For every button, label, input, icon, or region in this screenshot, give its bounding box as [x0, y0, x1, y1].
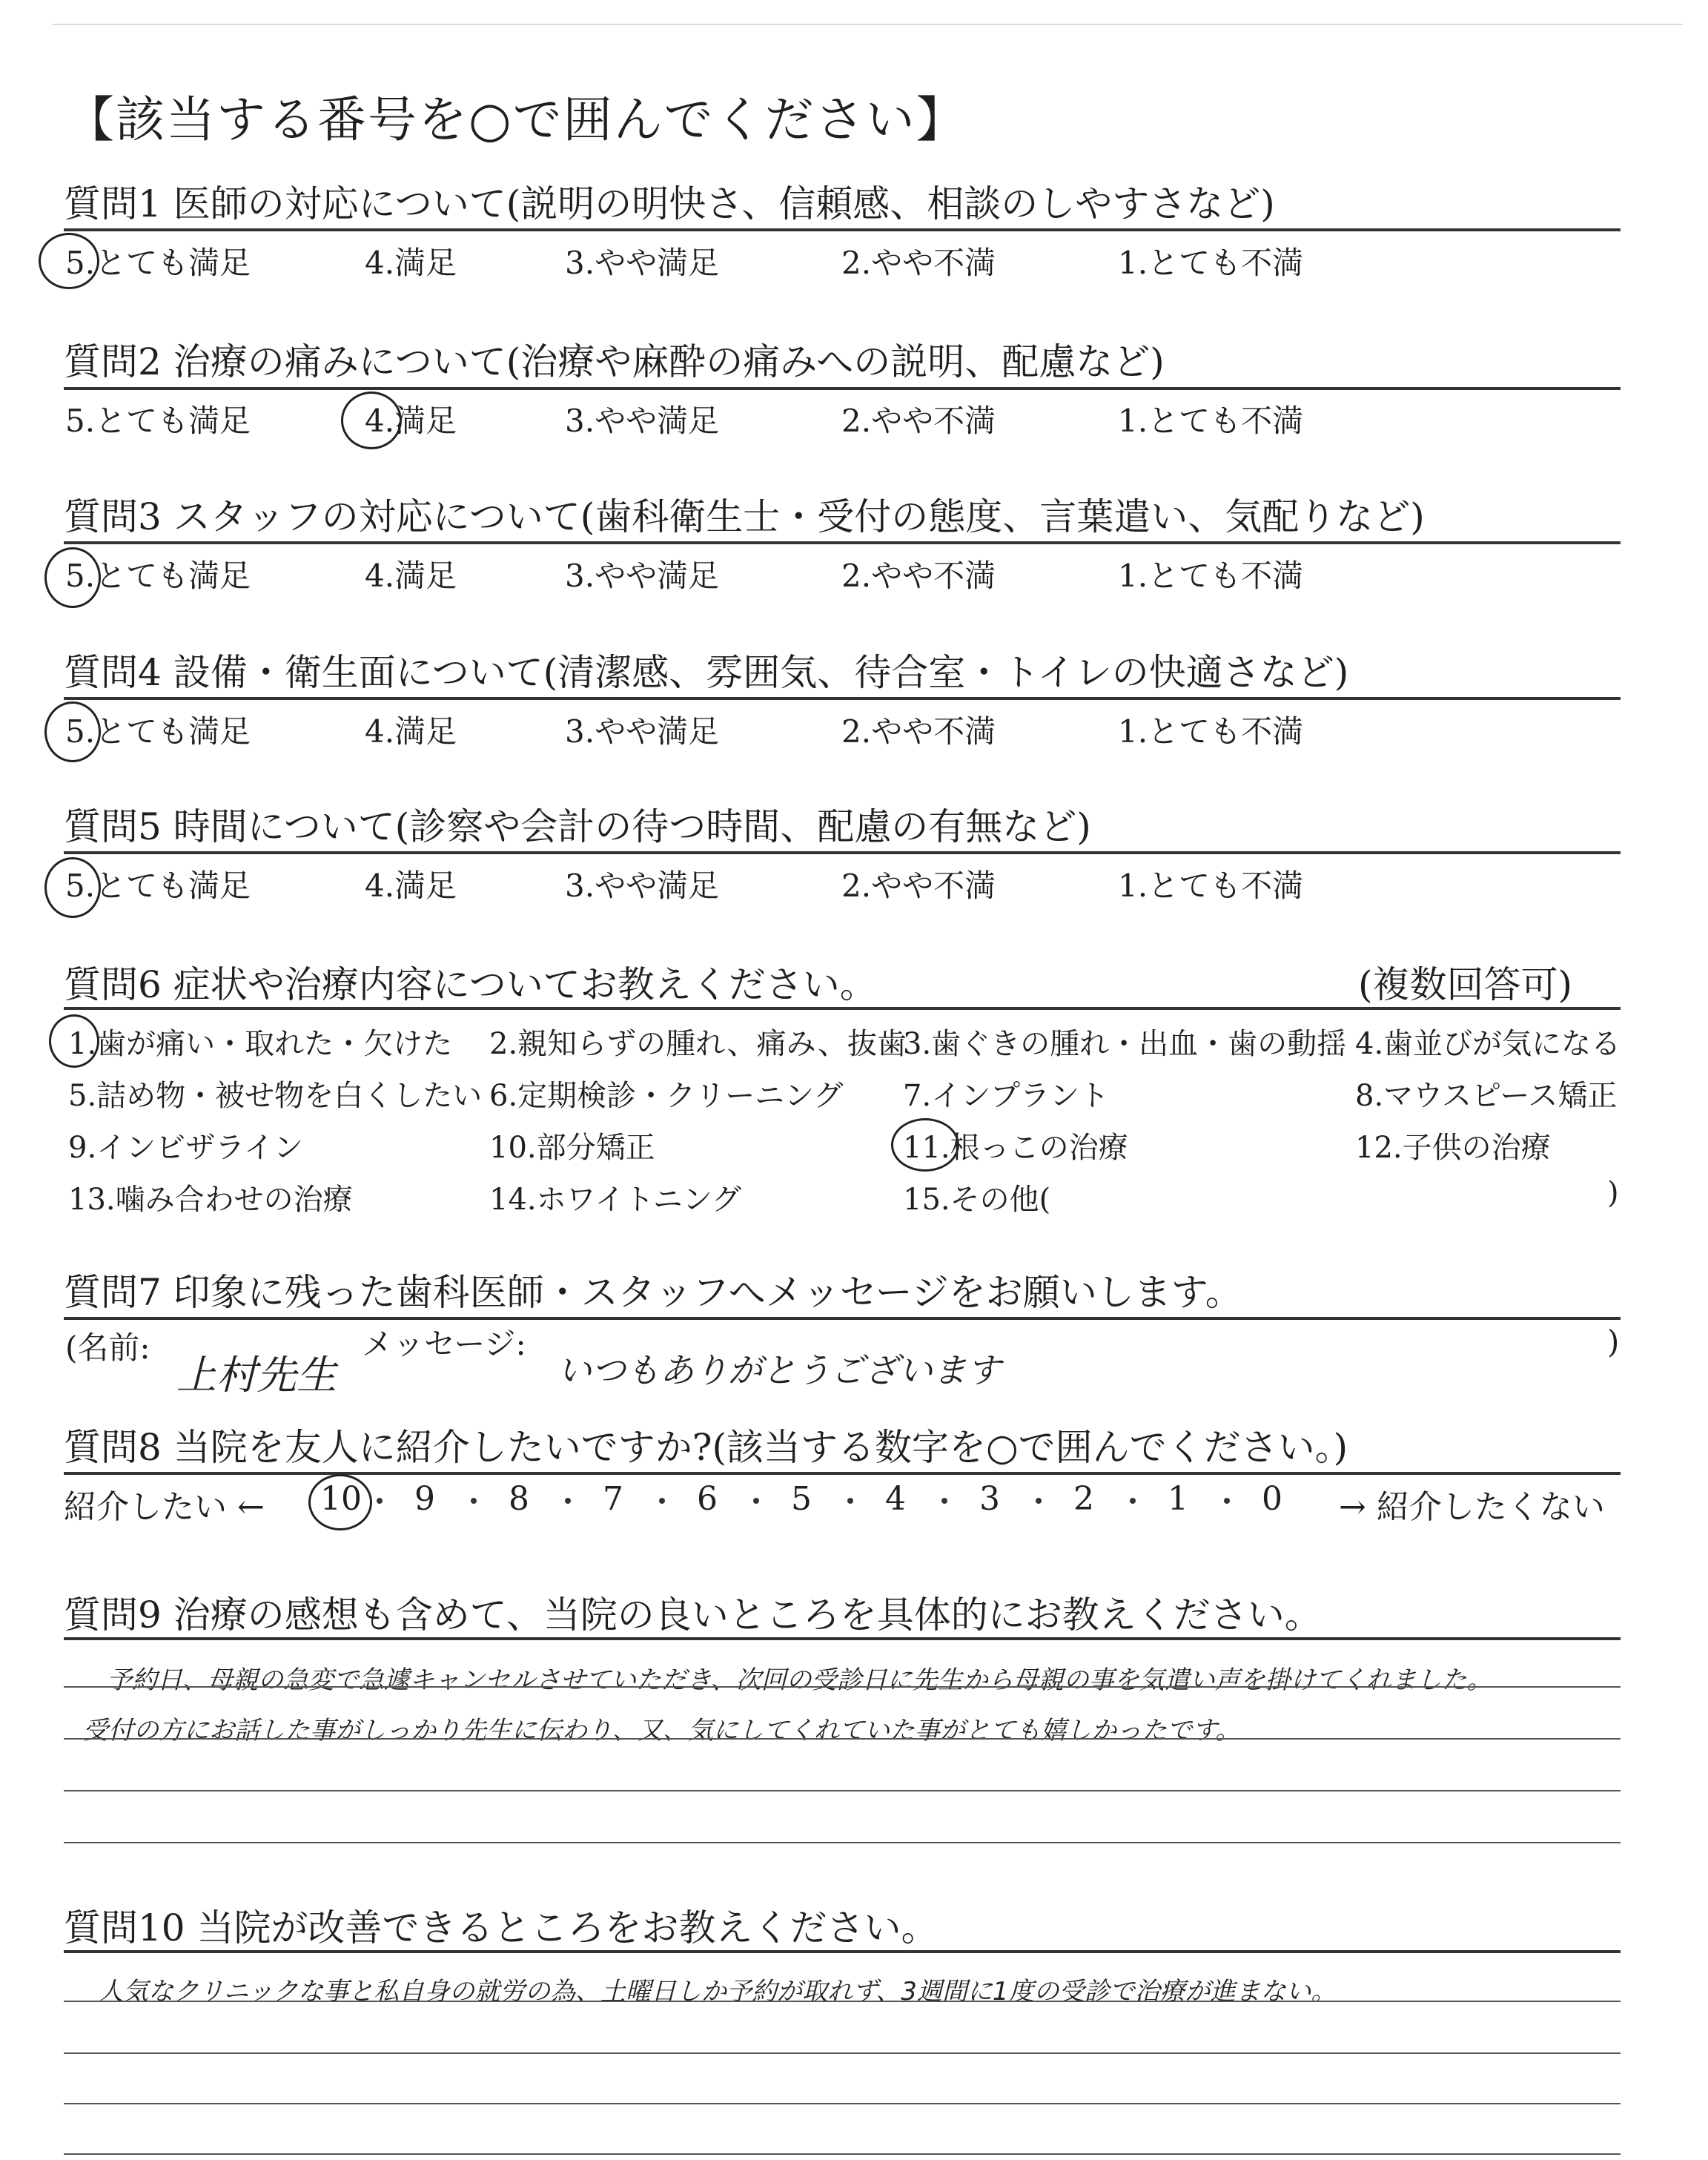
- question-7-rule: [64, 1317, 1621, 1320]
- q6-option-5[interactable]: 5.詰め物・被せ物を白くしたい: [68, 1079, 483, 1113]
- q8-separator-dot: [1036, 1498, 1042, 1504]
- q8-separator-dot: [847, 1498, 853, 1504]
- question-6-rule: [64, 1007, 1621, 1010]
- q3-option-4[interactable]: 4.満足: [365, 558, 457, 594]
- question-4-rule: [64, 697, 1621, 700]
- question-10-rule: [64, 1950, 1621, 1953]
- q5-option-4[interactable]: 4.満足: [365, 868, 457, 904]
- q8-scale-8[interactable]: 8: [509, 1480, 529, 1518]
- q3-option-3[interactable]: 3.やや満足: [565, 558, 720, 594]
- q8-separator-dot: [753, 1498, 759, 1504]
- q8-scale-0[interactable]: 0: [1262, 1480, 1282, 1518]
- q8-left-label: 紹介したい ←: [64, 1488, 265, 1526]
- q2-option-2[interactable]: 2.やや不満: [841, 403, 996, 439]
- q10-answer-rule-2: [64, 2052, 1621, 2054]
- q4-option-4[interactable]: 4.満足: [365, 713, 457, 750]
- q3-option-1[interactable]: 1.とても不満: [1118, 558, 1304, 594]
- question-3-rule: [64, 541, 1621, 544]
- question-1-label: 質問1 医師の対応について(説明の明快さ、信頼感、相談のしやすさなど): [64, 182, 1275, 225]
- q6-option-9[interactable]: 9.インビザライン: [68, 1131, 303, 1165]
- question-4-label: 質問4 設備・衛生面について(清潔感、雰囲気、待合室・トイレの快適さなど): [64, 651, 1349, 694]
- q8-separator-dot: [659, 1498, 665, 1504]
- q7-name-handwritten: 上村先生: [176, 1352, 337, 1398]
- q3-option-5[interactable]: 5.とても満足: [65, 558, 251, 594]
- q6-option-15[interactable]: 15.その他(: [903, 1183, 1051, 1217]
- question-5-label: 質問5 時間について(診察や会計の待つ時間、配慮の有無など): [64, 805, 1091, 848]
- q5-option-3[interactable]: 3.やや満足: [565, 868, 720, 904]
- q3-option-2[interactable]: 2.やや不満: [841, 558, 996, 594]
- question-5-rule: [64, 851, 1621, 854]
- q5-option-5[interactable]: 5.とても満足: [65, 868, 251, 904]
- q4-option-3[interactable]: 3.やや満足: [565, 713, 720, 750]
- q9-answer-rule-4: [64, 1842, 1621, 1843]
- q1-option-3[interactable]: 3.やや満足: [565, 245, 720, 281]
- q8-scale-4[interactable]: 4: [885, 1480, 906, 1518]
- q6-option-8[interactable]: 8.マウスピース矯正: [1355, 1079, 1618, 1113]
- q6-option-4[interactable]: 4.歯並びが気になる: [1355, 1027, 1621, 1061]
- q9-answer-rule-1: [64, 1686, 1621, 1688]
- q7-message-label: メッセージ:: [362, 1326, 526, 1362]
- q6-option-7[interactable]: 7.インプラント: [903, 1079, 1110, 1113]
- q8-separator-dot: [941, 1498, 947, 1504]
- question-9-label: 質問9 治療の感想も含めて、当院の良いところを具体的にお教えください。: [64, 1593, 1322, 1636]
- q7-close-paren: ): [1607, 1324, 1620, 1360]
- q8-right-label: → 紹介したくない: [1339, 1488, 1605, 1526]
- q1-selection-circle: [39, 233, 99, 289]
- q5-option-2[interactable]: 2.やや不満: [841, 868, 996, 904]
- q9-answer-line-1: 予約日、母親の急変で急遽キャンセルさせていただき、次回の受診日に先生から母親の事を気遣い声を掛けてくれました。: [107, 1665, 1492, 1695]
- q6-option-12[interactable]: 12.子供の治療: [1355, 1131, 1551, 1165]
- q8-scale-2[interactable]: 2: [1073, 1480, 1094, 1518]
- q1-option-5[interactable]: 5.とても満足: [65, 245, 251, 281]
- top-border: [52, 24, 1683, 25]
- q6-option-15-close: ): [1607, 1176, 1619, 1210]
- q6-option-1[interactable]: 1.歯が痛い・取れた・欠けた: [68, 1027, 453, 1061]
- q8-separator-dot: [377, 1498, 383, 1504]
- q1-option-4[interactable]: 4.満足: [365, 245, 457, 281]
- q8-scale-5[interactable]: 5: [791, 1480, 812, 1518]
- q2-selection-circle: [341, 392, 402, 449]
- q8-scale-1[interactable]: 1: [1168, 1480, 1188, 1518]
- q8-scale-9[interactable]: 9: [414, 1480, 435, 1518]
- q2-option-1[interactable]: 1.とても不満: [1118, 403, 1304, 439]
- q10-answer-rule-1: [64, 2001, 1621, 2002]
- question-7-label: 質問7 印象に残った歯科医師・スタッフへメッセージをお願いします。: [64, 1271, 1242, 1314]
- q4-option-2[interactable]: 2.やや不満: [841, 713, 996, 750]
- q10-answer-rule-3: [64, 2103, 1621, 2104]
- q6-selection-circle-11: [891, 1118, 959, 1172]
- q8-separator-dot: [1224, 1498, 1230, 1504]
- q5-selection-circle: [44, 857, 101, 918]
- question-8-rule: [64, 1472, 1621, 1475]
- q6-option-3[interactable]: 3.歯ぐきの腫れ・出血・歯の動揺: [903, 1027, 1347, 1061]
- question-6-label: 質問6 症状や治療内容についてお教えください。: [64, 963, 877, 1006]
- question-2-rule: [64, 387, 1621, 390]
- q2-option-5[interactable]: 5.とても満足: [65, 403, 251, 439]
- q2-option-3[interactable]: 3.やや満足: [565, 403, 720, 439]
- question-8-label: 質問8 当院を友人に紹介したいですか?(該当する数字を○で囲んでください。): [64, 1426, 1348, 1469]
- q8-scale-10[interactable]: 10: [320, 1480, 362, 1518]
- q8-scale-6[interactable]: 6: [697, 1480, 718, 1518]
- q9-answer-rule-2: [64, 1738, 1621, 1740]
- q3-selection-circle: [44, 547, 101, 608]
- q8-separator-dot: [1130, 1498, 1136, 1504]
- q6-option-11[interactable]: 11.根っこの治療: [903, 1131, 1128, 1165]
- q1-option-1[interactable]: 1.とても不満: [1118, 245, 1304, 281]
- q2-option-4[interactable]: 4.満足: [365, 403, 457, 439]
- question-1-rule: [64, 228, 1621, 231]
- q8-separator-dot: [565, 1498, 571, 1504]
- q8-scale-3[interactable]: 3: [979, 1480, 1000, 1518]
- q8-scale-7[interactable]: 7: [603, 1480, 623, 1518]
- q6-option-6[interactable]: 6.定期検診・クリーニング: [489, 1079, 844, 1113]
- q8-separator-dot: [471, 1498, 477, 1504]
- q7-name-label: (名前:: [65, 1330, 150, 1366]
- q8-selection-circle: [308, 1474, 372, 1530]
- q6-selection-circle-1: [49, 1014, 99, 1068]
- question-10-label: 質問10 当院が改善できるところをお教えください。: [64, 1906, 939, 1949]
- q9-answer-line-2: 受付の方にお話した事がしっかり先生に伝わり、又、気にしてくれていた事がとても嬉しかったです。: [83, 1716, 1241, 1745]
- q4-option-1[interactable]: 1.とても不満: [1118, 713, 1304, 750]
- q5-option-1[interactable]: 1.とても不満: [1118, 868, 1304, 904]
- q6-option-13[interactable]: 13.噛み合わせの治療: [68, 1183, 353, 1217]
- q9-answer-rule-3: [64, 1790, 1621, 1791]
- page-title: 【該当する番号を○で囲んでください】: [65, 91, 967, 148]
- question-6-note: (複数回答可): [1358, 963, 1573, 1006]
- q1-option-2[interactable]: 2.やや不満: [841, 245, 996, 281]
- q6-option-10[interactable]: 10.部分矯正: [489, 1131, 655, 1165]
- q10-answer-rule-4: [64, 2153, 1621, 2155]
- q10-answer-line-1: 人気なクリニックな事と私自身の就労の為、土曜日しか予約が取れず、3週間に1度の受診で治療が進まない。: [98, 1977, 1337, 2007]
- question-2-label: 質問2 治療の痛みについて(治療や麻酔の痛みへの説明、配慮など): [64, 340, 1165, 383]
- q4-selection-circle: [44, 701, 101, 762]
- question-3-label: 質問3 スタッフの対応について(歯科衛生士・受付の態度、言葉遣い、気配りなど): [64, 495, 1425, 538]
- q6-option-2[interactable]: 2.親知らずの腫れ、痛み、抜歯: [489, 1027, 907, 1061]
- q6-option-14[interactable]: 14.ホワイトニング: [489, 1183, 742, 1217]
- q7-message-handwritten: いつもありがとうございます: [557, 1350, 1001, 1390]
- question-9-rule: [64, 1637, 1621, 1640]
- q4-option-5[interactable]: 5.とても満足: [65, 713, 251, 750]
